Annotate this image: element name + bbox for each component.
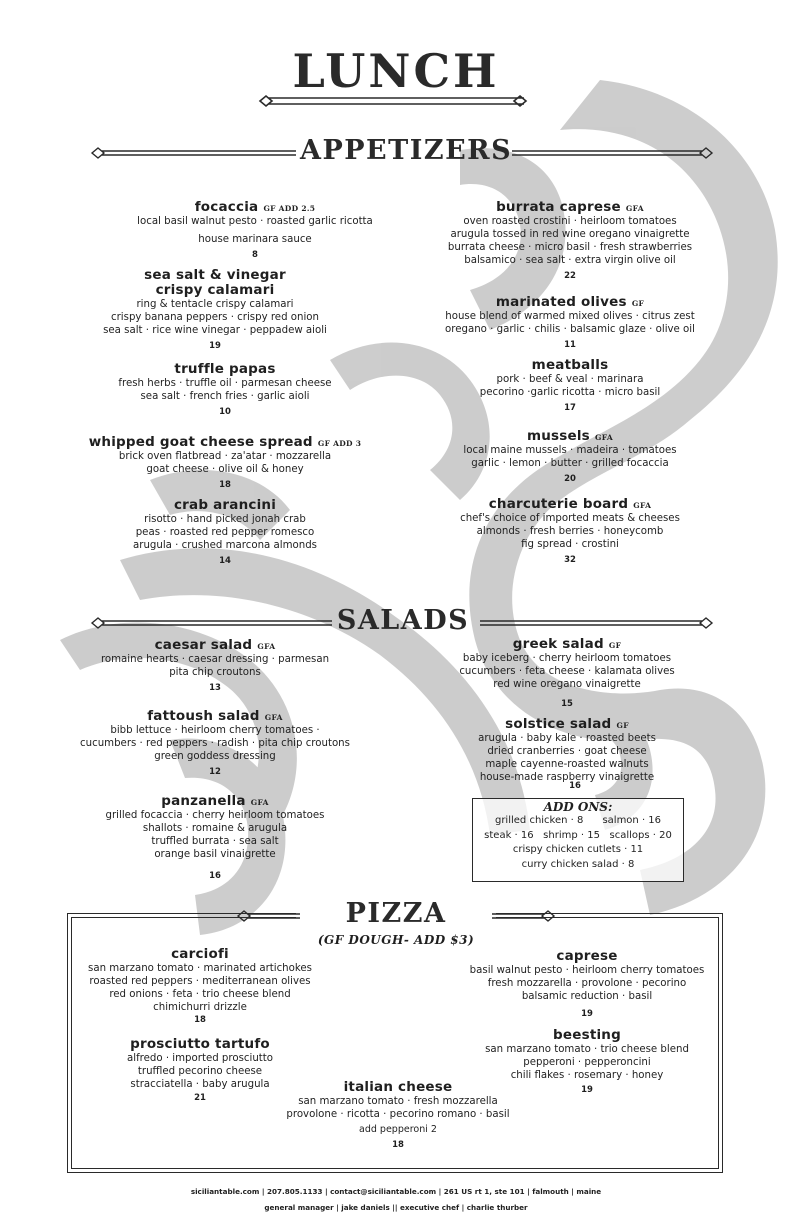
item-price: 10 [219, 407, 231, 417]
item-desc: goat cheese · olive oil & honey [146, 464, 304, 475]
item-name: caesar salad [154, 637, 253, 653]
pizza-divider-right [490, 909, 556, 923]
salads-divider-right [476, 616, 714, 630]
item-desc: green goddess dressing [154, 751, 276, 762]
menu-item-caesar [50, 634, 380, 693]
item-name: truffle papas [174, 361, 276, 377]
pizza-subtitle: (GF DOUGH- ADD $3) [317, 933, 475, 947]
item-desc: pork · beef & veal · marinara [496, 374, 644, 385]
item-desc: arugula tossed in red wine oregano vinaigrette [450, 229, 690, 240]
menu-item-solstice [410, 713, 724, 784]
item-desc: maple cayenne-roasted walnuts [485, 759, 649, 770]
dietary-tag: GFA [625, 204, 644, 213]
item-desc: basil walnut pesto · heirloom cherry tomatoes [469, 965, 705, 976]
item-desc: pita chip croutons [169, 667, 261, 678]
item-desc: orange basil vinaigrette [154, 849, 276, 860]
item-name: crispy calamari [155, 282, 275, 298]
menu-item-mussels [410, 425, 730, 484]
item-name: solstice salad [505, 716, 612, 732]
item-name: italian cheese [343, 1079, 453, 1095]
item-desc: peas · roasted red pepper romesco [135, 527, 315, 538]
item-desc: fresh mozzarella · provolone · pecorino [487, 978, 687, 989]
dietary-tag: GFA [595, 433, 614, 442]
dietary-tag: GFA [250, 798, 269, 807]
appetizers-heading: APPETIZERS [300, 135, 513, 166]
item-desc: house blend of warmed mixed olives · citrus zest [445, 311, 695, 322]
menu-item-crab-arancini [60, 498, 390, 566]
item-price: 12 [209, 767, 221, 777]
menu-item-burrata [410, 196, 730, 281]
item-desc: sea salt · rice wine vinegar · peppadew aioli [103, 325, 327, 336]
item-desc: fig spread · crostini [521, 539, 619, 550]
item-price: 18 [392, 1140, 404, 1150]
footer-staff: general manager | jake daniels || executive chef | charlie thurber [264, 1203, 528, 1212]
item-desc: san marzano tomato · marinated artichokes [88, 963, 312, 974]
dietary-tag: GFA [257, 642, 276, 651]
salads-divider-left [90, 616, 336, 630]
item-desc: crispy banana peppers · crispy red onion [111, 312, 319, 323]
item-desc: fresh herbs · truffle oil · parmesan cheese [118, 378, 332, 389]
dietary-tag: GF [631, 299, 645, 308]
item-name: burrata caprese [496, 199, 621, 215]
footer-contact: siciliantable.com | 207.805.1133 | contact@siciliantable.com | 261 US rt 1, ste 101 | falmouth | maine [190, 1187, 602, 1196]
item-desc: house marinara sauce [198, 234, 312, 245]
item-desc: cucumbers · feta cheese · kalamata olives [459, 666, 675, 677]
menu-item-meatballs [410, 358, 730, 413]
item-desc: house-made raspberry vinaigrette [479, 772, 655, 783]
dietary-tag: GFA [264, 713, 283, 722]
item-desc: roasted red peppers · mediterranean olives [89, 976, 311, 987]
menu-item-caprese [440, 949, 734, 1019]
item-price: 22 [564, 271, 576, 281]
item-desc: red wine oregano vinaigrette [493, 679, 641, 690]
menu-item-panzanella [50, 790, 380, 881]
menu-item-greek [410, 633, 724, 709]
item-desc: pecorino ·garlic ricotta · micro basil [479, 387, 661, 398]
item-price: 11 [564, 340, 576, 350]
item-price: 16 [209, 871, 221, 881]
item-desc: bibb lettuce · heirloom cherry tomatoes · [110, 725, 320, 736]
add-ons-title: ADD ONS: [543, 800, 613, 814]
item-desc: chili flakes · rosemary · honey [510, 1070, 664, 1081]
item-desc: pepperoni · pepperoncini [523, 1057, 651, 1068]
item-name: sea salt & vinegar [144, 267, 286, 283]
item-price: 20 [564, 474, 576, 484]
item-name: panzanella [161, 793, 246, 809]
item-name: meatballs [531, 357, 609, 373]
menu-item-calamari [60, 268, 370, 351]
appetizers-divider-left [90, 146, 300, 160]
pizza-heading: PIZZA [345, 898, 447, 929]
item-name: carciofi [171, 946, 229, 962]
item-desc: local maine mussels · madeira · tomatoes [463, 445, 677, 456]
pizza-divider-left [236, 909, 302, 923]
item-desc: truffled burrata · sea salt [151, 836, 279, 847]
dietary-tag: GFA [633, 501, 652, 510]
add-ons-box [472, 798, 684, 882]
dietary-tag: GF ADD 2.5 [263, 204, 316, 213]
item-desc: arugula · crushed marcona almonds [133, 540, 317, 551]
item-desc: cucumbers · red peppers · radish · pita chip croutons [80, 738, 350, 749]
menu-item-charcuterie [410, 493, 730, 565]
menu-item-olives [410, 291, 730, 350]
menu-item-fattoush [50, 705, 380, 777]
item-price: 18 [219, 480, 231, 490]
item-price: 21 [194, 1093, 206, 1103]
add-ons-line: steak · 16 shrimp · 15 scallops · 20 [484, 829, 672, 841]
add-ons-line: crispy chicken cutlets · 11 [512, 844, 644, 855]
menu-item-carciofi [60, 947, 340, 1025]
item-desc: arugula · baby kale · roasted beets [478, 733, 656, 744]
item-desc: red onions · feta · trio cheese blend [109, 989, 291, 1000]
item-desc: balsamic reduction · basil [521, 991, 653, 1002]
item-desc: alfredo · imported prosciutto [127, 1053, 273, 1064]
item-price: 19 [209, 341, 221, 351]
item-desc: oven roasted crostini · heirloom tomatoes [463, 216, 677, 227]
item-name: prosciutto tartufo [130, 1036, 270, 1052]
item-desc: ring & tentacle crispy calamari [136, 299, 294, 310]
item-desc: chef's choice of imported meats & cheeses [460, 513, 680, 524]
add-ons-line: grilled chicken · 8 salmon · 16 [494, 815, 662, 826]
item-desc: balsamico · sea salt · extra virgin olive oil [464, 255, 676, 266]
item-name: crab arancini [173, 497, 277, 513]
item-desc: shallots · romaine & arugula [142, 823, 288, 834]
item-price: 32 [564, 555, 576, 565]
item-desc: chimichurri drizzle [153, 1002, 247, 1013]
item-price: 13 [209, 683, 221, 693]
dietary-tag: GF ADD 3 [317, 439, 362, 448]
item-desc: truffled pecorino cheese [137, 1066, 263, 1077]
menu-item-goat-cheese [60, 431, 390, 490]
item-desc: provolone · ricotta · pecorino romano · basil [286, 1109, 510, 1120]
item-price: 17 [564, 403, 576, 413]
item-desc: almonds · fresh berries · honeycomb [476, 526, 664, 537]
item-name: fattoush salad [147, 708, 260, 724]
item-desc: oregano · garlic · chilis · balsamic glaze · olive oil [445, 324, 695, 335]
item-price: 19 [581, 1009, 593, 1019]
item-price: 16 [569, 781, 581, 791]
item-desc: stracciatella · baby arugula [130, 1079, 270, 1090]
item-name: whipped goat cheese spread [88, 434, 313, 450]
item-desc: local basil walnut pesto · roasted garlic ricotta [137, 216, 373, 227]
item-desc: burrata cheese · micro basil · fresh strawberries [447, 242, 693, 253]
item-price: 14 [219, 556, 231, 566]
item-price: 19 [581, 1085, 593, 1095]
item-desc: garlic · lemon · butter · grilled focaccia [471, 458, 669, 469]
item-desc: sea salt · french fries · garlic aioli [140, 391, 310, 402]
appetizers-divider-right [508, 146, 714, 160]
item-desc: dried cranberries · goat cheese [487, 746, 647, 757]
dietary-tag: GF [608, 641, 622, 650]
dietary-tag: GF [616, 721, 629, 730]
item-name: greek salad [512, 636, 604, 652]
item-name: beesting [553, 1027, 621, 1043]
item-desc: romaine hearts · caesar dressing · parmesan [100, 654, 330, 665]
menu-item-truffle-papas [60, 362, 390, 417]
page-title: LUNCH [292, 44, 500, 98]
item-desc: baby iceberg · cherry heirloom tomatoes [462, 653, 672, 664]
title-divider [258, 94, 534, 108]
item-name: marinated olives [495, 294, 627, 310]
item-desc: risotto · hand picked jonah crab [144, 514, 306, 525]
item-name: focaccia [194, 199, 259, 215]
menu-item-beesting [440, 1028, 734, 1095]
item-name: caprese [556, 948, 618, 964]
item-desc: brick oven flatbread · za'atar · mozzarella [118, 451, 332, 462]
item-note: add pepperoni 2 [359, 1124, 437, 1135]
item-price: 18 [194, 1015, 206, 1025]
menu-item-focaccia [60, 196, 450, 260]
add-ons-line: curry chicken salad · 8 [521, 858, 635, 870]
salads-heading: SALADS [336, 605, 470, 636]
item-desc: grilled focaccia · cherry heirloom tomatoes [105, 810, 325, 821]
item-name: mussels [526, 428, 590, 444]
item-desc: san marzano tomato · fresh mozzarella [298, 1096, 498, 1107]
item-price: 15 [561, 699, 573, 709]
item-desc: san marzano tomato · trio cheese blend [485, 1044, 689, 1055]
item-price: 8 [252, 250, 258, 260]
item-name: charcuterie board [488, 496, 629, 512]
